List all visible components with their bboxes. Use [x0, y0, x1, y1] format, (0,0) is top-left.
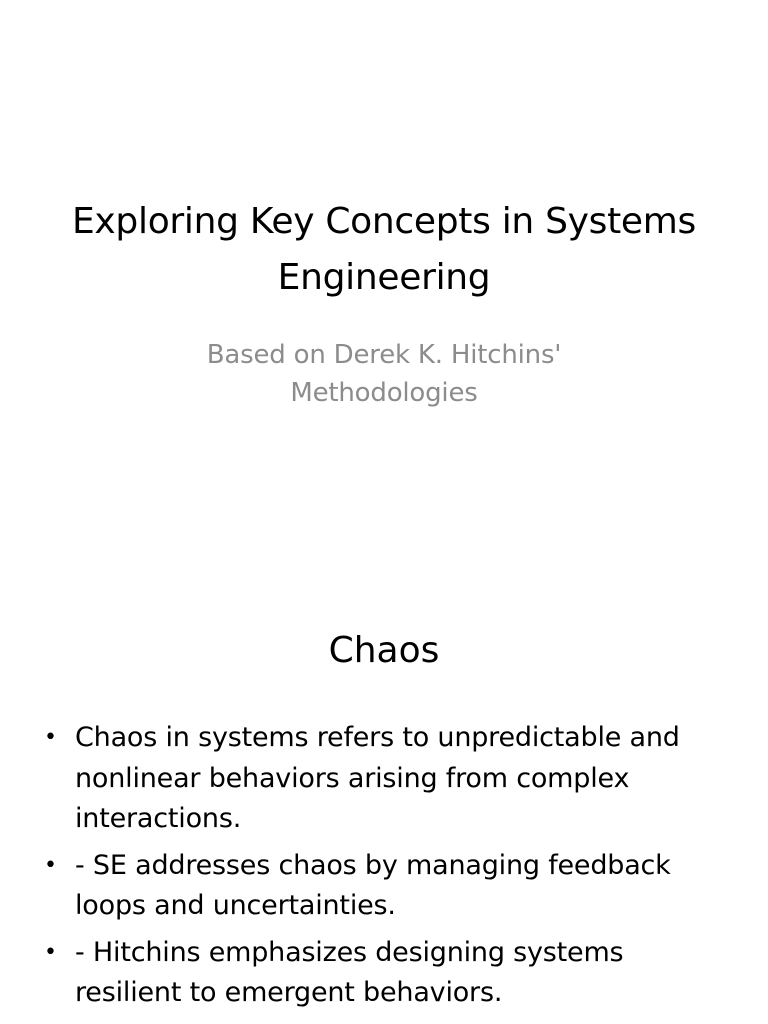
bullet-item: [38, 718, 718, 840]
bullet-item: [38, 846, 718, 927]
bullet-dot-icon: •: [44, 852, 57, 878]
bullet-text: - Hitchins emphasizes designing systems resilient to emergent behaviors.: [75, 936, 624, 1008]
bullet-dot-icon: •: [44, 725, 57, 750]
bullet-dot-icon: •: [44, 939, 57, 965]
bullet-list: [38, 718, 718, 1020]
presentation-title: Exploring Key Concepts in Systems Engineering: [71, 201, 696, 298]
chaos-slide: [0, 576, 768, 1024]
bullet-text: - SE addresses chaos by managing feedback loops and uncertainties.: [75, 849, 671, 921]
slide-title: Chaos: [328, 630, 440, 671]
presentation-subtitle: Based on Derek K. Hitchins' Methodologies: [206, 340, 562, 408]
bullet-text: Chaos in systems refers to unpredictable and nonlinear behaviors arising from complex interactions.: [75, 722, 680, 834]
bullet-item: [38, 933, 718, 1014]
